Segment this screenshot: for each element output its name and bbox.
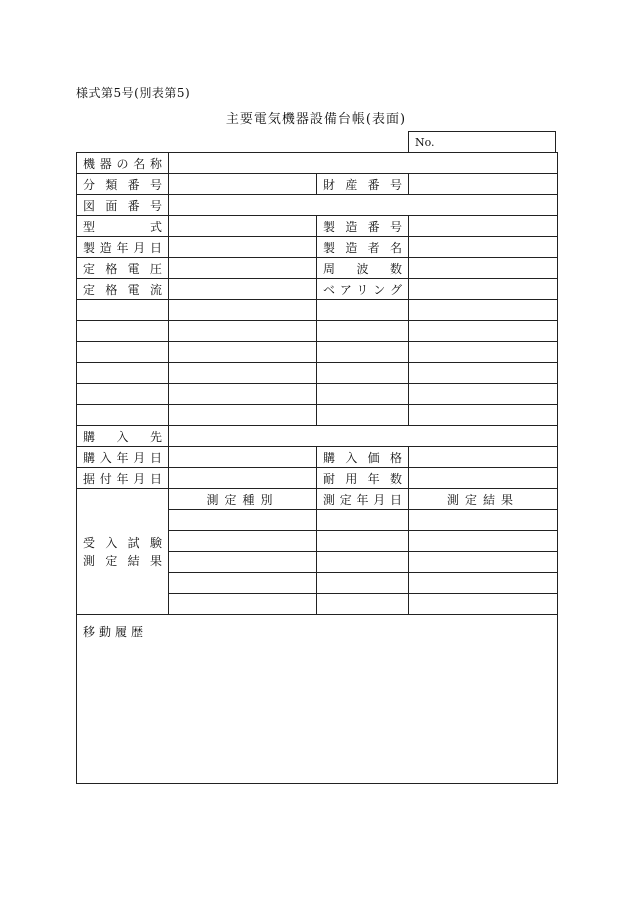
label-purchase-price: 購入価格 xyxy=(317,447,409,468)
label-supplier: 購入先 xyxy=(77,426,169,447)
field-drawing-no[interactable] xyxy=(169,195,558,216)
blank-cell[interactable] xyxy=(77,363,169,384)
acceptance-test-line1: 受入試験 xyxy=(83,535,162,550)
label-rated-voltage: 定格電圧 xyxy=(77,258,169,279)
blank-cell[interactable] xyxy=(409,384,558,405)
blank-cell[interactable] xyxy=(169,321,317,342)
label-service-life: 耐用年数 xyxy=(317,468,409,489)
field-frequency[interactable] xyxy=(409,258,558,279)
blank-cell[interactable] xyxy=(409,300,558,321)
field-purchase-date[interactable] xyxy=(169,447,317,468)
label-acceptance-test xyxy=(77,489,169,615)
header-test-result: 測定結果 xyxy=(409,489,558,510)
field-name[interactable] xyxy=(169,153,558,174)
header-test-date: 測定年月日 xyxy=(317,489,409,510)
blank-cell[interactable] xyxy=(317,363,409,384)
table-row xyxy=(77,258,558,279)
blank-cell[interactable] xyxy=(409,342,558,363)
test-cell[interactable] xyxy=(409,510,558,531)
label-frequency: 周波数 xyxy=(317,258,409,279)
test-cell[interactable] xyxy=(317,573,409,594)
blank-cell[interactable] xyxy=(409,405,558,426)
blank-cell[interactable] xyxy=(169,384,317,405)
test-cell[interactable] xyxy=(317,594,409,615)
table-row xyxy=(77,153,558,174)
blank-cell[interactable] xyxy=(409,321,558,342)
number-field[interactable] xyxy=(408,131,556,152)
blank-cell[interactable] xyxy=(169,342,317,363)
label-purchase-date: 購入年月日 xyxy=(77,447,169,468)
table-row xyxy=(77,216,558,237)
blank-cell[interactable] xyxy=(77,321,169,342)
acceptance-test-line2: 測定結果 xyxy=(83,553,162,568)
test-cell[interactable] xyxy=(409,594,558,615)
blank-cell[interactable] xyxy=(77,342,169,363)
table-row xyxy=(77,426,558,447)
blank-cell[interactable] xyxy=(409,363,558,384)
history-section[interactable] xyxy=(77,615,558,784)
blank-cell[interactable] xyxy=(169,363,317,384)
label-classification-no: 分類番号 xyxy=(77,174,169,195)
table-row xyxy=(77,615,558,784)
table-row xyxy=(77,237,558,258)
field-supplier[interactable] xyxy=(169,426,558,447)
field-manufacturer[interactable] xyxy=(409,237,558,258)
field-rated-current[interactable] xyxy=(169,279,317,300)
blank-cell[interactable] xyxy=(317,321,409,342)
test-cell[interactable] xyxy=(317,510,409,531)
blank-row xyxy=(77,342,558,363)
blank-cell[interactable] xyxy=(77,300,169,321)
page-title: 主要電気機器設備台帳(表面) xyxy=(225,112,407,127)
table-row xyxy=(77,489,558,510)
field-install-date[interactable] xyxy=(169,468,317,489)
table-row xyxy=(77,195,558,216)
field-property-no[interactable] xyxy=(409,174,558,195)
field-classification-no[interactable] xyxy=(169,174,317,195)
blank-cell[interactable] xyxy=(169,405,317,426)
header-test-type: 測定種別 xyxy=(169,489,317,510)
number-label: No. xyxy=(415,136,435,149)
label-serial-no: 製造番号 xyxy=(317,216,409,237)
test-cell[interactable] xyxy=(169,573,317,594)
blank-cell[interactable] xyxy=(77,405,169,426)
table-row xyxy=(77,174,558,195)
test-cell[interactable] xyxy=(169,510,317,531)
test-cell[interactable] xyxy=(169,531,317,552)
blank-cell[interactable] xyxy=(77,384,169,405)
test-cell[interactable] xyxy=(409,531,558,552)
test-cell[interactable] xyxy=(409,552,558,573)
label-drawing-no: 図面番号 xyxy=(77,195,169,216)
field-service-life[interactable] xyxy=(409,468,558,489)
blank-row xyxy=(77,363,558,384)
test-cell[interactable] xyxy=(317,552,409,573)
field-purchase-price[interactable] xyxy=(409,447,558,468)
test-cell[interactable] xyxy=(317,531,409,552)
test-cell[interactable] xyxy=(409,573,558,594)
blank-row xyxy=(77,405,558,426)
field-bearing[interactable] xyxy=(409,279,558,300)
blank-row xyxy=(77,384,558,405)
label-name: 機器の名称 xyxy=(77,153,169,174)
label-manufacturer: 製造者名 xyxy=(317,237,409,258)
field-serial-no[interactable] xyxy=(409,216,558,237)
label-manufacture-date: 製造年月日 xyxy=(77,237,169,258)
blank-row xyxy=(77,300,558,321)
blank-cell[interactable] xyxy=(317,342,409,363)
field-manufacture-date[interactable] xyxy=(169,237,317,258)
equipment-ledger-table xyxy=(76,152,558,784)
label-install-date: 据付年月日 xyxy=(77,468,169,489)
blank-cell[interactable] xyxy=(317,405,409,426)
label-bearing: ベアリング xyxy=(317,279,409,300)
field-model[interactable] xyxy=(169,216,317,237)
table-row xyxy=(77,468,558,489)
label-history: 移動履歴 xyxy=(83,625,148,639)
table-row xyxy=(77,279,558,300)
table-row xyxy=(77,447,558,468)
blank-cell[interactable] xyxy=(169,300,317,321)
test-cell[interactable] xyxy=(169,594,317,615)
test-cell[interactable] xyxy=(169,552,317,573)
blank-cell[interactable] xyxy=(317,384,409,405)
label-rated-current: 定格電流 xyxy=(77,279,169,300)
field-rated-voltage[interactable] xyxy=(169,258,317,279)
blank-cell[interactable] xyxy=(317,300,409,321)
label-model: 型式 xyxy=(77,216,169,237)
label-property-no: 財産番号 xyxy=(317,174,409,195)
form-number: 様式第5号(別表第5) xyxy=(76,86,191,100)
blank-row xyxy=(77,321,558,342)
